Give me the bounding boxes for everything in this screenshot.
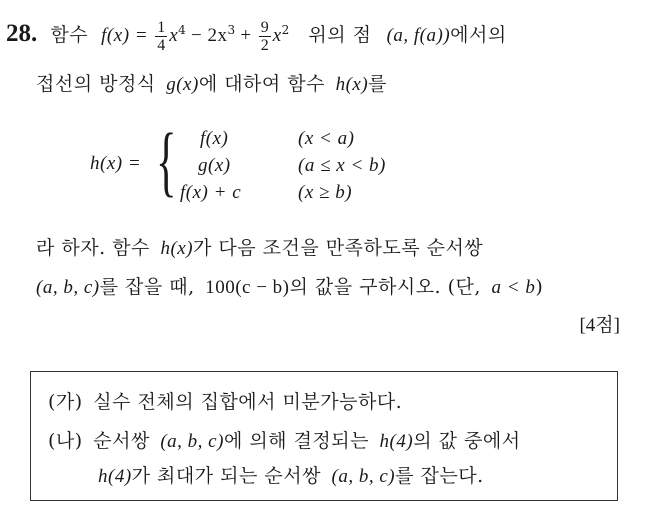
left-brace: {	[156, 117, 177, 204]
piecewise-lhs: h(x) =	[90, 153, 142, 174]
fraction-one-quarter: $\frac{1}{4}$	[157, 19, 166, 54]
fraction-nine-half: $\frac{9}{2}$	[260, 19, 269, 54]
problem-number: 28.	[6, 20, 38, 47]
case-3-cond: (x ≥ b)	[298, 182, 353, 203]
point: (a, f(a))	[386, 25, 451, 46]
condition-ga: (가) 실수 전체의 집합에서 미분가능하다.	[48, 391, 403, 413]
condition-na-label: (나)	[48, 430, 83, 452]
case-2-expr: g(x)	[198, 155, 231, 176]
problem-line-3: 라 하자. 함수 h(x)가 다음 조건을 만족하도록 순서쌍	[36, 237, 484, 259]
case-2-cond: (a ≤ x < b)	[298, 155, 386, 176]
problem-line-4: (a, b, c)를 잡을 때, 100(c − b)의 값을 구하시오. (단, a < b)	[36, 276, 544, 298]
problem-line-2: 접선의 방정식 g(x)에 대하여 함수 h(x)를	[36, 73, 388, 95]
condition-ga-label: (가)	[48, 391, 83, 413]
text: 함수	[50, 24, 89, 46]
problem-line-1: 28. 함수 f(x) = $\frac{1}{4}$ $x^4 - 2x^3$ + $\frac{9}{2}$ $x^2$ 위의 점 (a, f(a))에서의	[6, 19, 507, 54]
function-f: f(x) =	[101, 25, 149, 46]
condition-na-line-1: (나) 순서쌍 (a, b, c)에 의해 결정되는 h(4)의 값 중에서	[48, 430, 521, 452]
case-1-expr: f(x)	[200, 128, 229, 149]
score-label: [4점]	[579, 315, 620, 336]
case-1-cond: (x < a)	[298, 128, 355, 149]
condition-na-line-2: h(4)가 최대가 되는 순서쌍 (a, b, c)를 잡는다.	[98, 465, 484, 487]
case-3-expr: f(x) + c	[180, 182, 242, 203]
